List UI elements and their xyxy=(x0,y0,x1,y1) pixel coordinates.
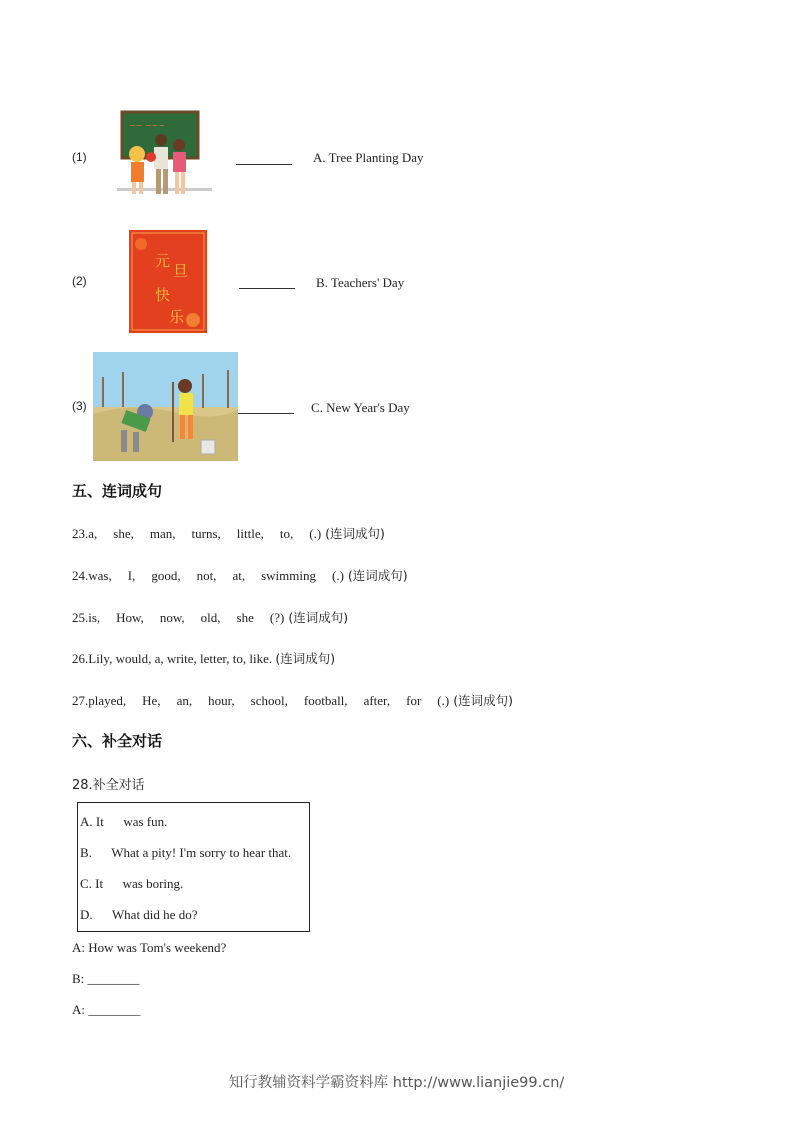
option-letter: C. xyxy=(80,876,92,891)
q27-word: (.) xyxy=(437,693,450,708)
question-28: 28.补全对话 xyxy=(72,778,145,793)
q23-word: turns, xyxy=(191,526,221,541)
option-letter: D. xyxy=(80,907,93,922)
option-b: B. Teachers' Day xyxy=(316,275,405,290)
dialog-line-3 xyxy=(72,1002,140,1018)
card-char-3: 快 xyxy=(155,286,171,304)
q25-word: (?) xyxy=(269,610,285,625)
dialog-options-box xyxy=(77,802,310,932)
q27-label: 27.played, xyxy=(72,693,127,708)
q26-label: 26.Lily, would, a, write, letter, to, like. xyxy=(72,651,273,666)
q25-word: she xyxy=(236,610,254,625)
option-text: What a pity! I'm sorry to hear that. xyxy=(111,845,292,860)
option-text: What did he do? xyxy=(111,907,198,922)
answer-blank-1[interactable] xyxy=(236,152,292,165)
card-char-2: 旦 xyxy=(173,262,189,280)
option-text: It was boring. xyxy=(95,876,184,891)
question-25 xyxy=(72,608,348,626)
q25-word: now, xyxy=(159,610,185,625)
question-23 xyxy=(72,524,385,542)
q24-word: at, xyxy=(232,568,246,583)
q23-word: she, xyxy=(113,526,134,541)
q23-tag: (连词成句) xyxy=(325,526,385,541)
dialog-speaker: B: xyxy=(72,971,85,986)
q24-word: good, xyxy=(151,568,181,583)
dialog-option-a xyxy=(80,814,167,830)
q24-word: not, xyxy=(196,568,217,583)
q27-word: hour, xyxy=(208,693,235,708)
q25-word: How, xyxy=(116,610,144,625)
svg-text:~~ ~~~: ~~ ~~~ xyxy=(129,121,166,130)
match-number-1: (1) xyxy=(72,150,87,164)
dialog-option-c xyxy=(80,876,183,892)
teachers-day-picture xyxy=(117,110,212,202)
q23-label: 23.a, xyxy=(72,526,98,541)
answer-blank-2[interactable] xyxy=(239,276,295,289)
q27-word: school, xyxy=(250,693,288,708)
q23-word: (.) xyxy=(309,526,322,541)
section-6-title: 六、补全对话 xyxy=(72,732,163,750)
dialog-line-2 xyxy=(72,971,140,987)
dialog-text: How was Tom's weekend? xyxy=(88,940,227,955)
dialog-blank[interactable]: ________ xyxy=(87,971,140,986)
q23-word: little, xyxy=(236,526,264,541)
card-char-1: 元 xyxy=(155,252,171,270)
option-a: A. Tree Planting Day xyxy=(313,150,424,165)
q27-word: after, xyxy=(363,693,391,708)
q23-word: man, xyxy=(149,526,176,541)
match-number-2: (2) xyxy=(72,274,87,288)
option-letter: A. xyxy=(80,814,93,829)
new-year-card-picture xyxy=(129,230,207,333)
option-c: C. New Year's Day xyxy=(311,400,410,415)
q24-word: I, xyxy=(127,568,136,583)
option-letter: B. xyxy=(80,845,92,860)
dialog-blank[interactable]: ________ xyxy=(88,1002,141,1017)
dialog-speaker: A: xyxy=(72,1002,85,1017)
q24-word: (.) xyxy=(331,568,344,583)
question-27 xyxy=(72,691,513,709)
match-number-3: (3) xyxy=(72,399,87,413)
dialog-speaker: A: xyxy=(72,940,85,955)
q27-word: an, xyxy=(176,693,193,708)
page-footer: 知行教辅资料学霸资料库 http://www.lianjie99.cn/ xyxy=(228,1075,565,1091)
dialog-line-1 xyxy=(72,940,226,956)
tree-planting-picture xyxy=(93,352,238,461)
q24-word: swimming xyxy=(261,568,316,583)
q27-word: for xyxy=(406,693,422,708)
dialog-option-d xyxy=(80,907,197,923)
dialog-option-b xyxy=(80,845,291,861)
q25-tag: (连词成句) xyxy=(288,610,349,625)
answer-blank-3[interactable] xyxy=(238,401,294,414)
q23-word: to, xyxy=(279,526,294,541)
q27-word: football, xyxy=(303,693,348,708)
question-26 xyxy=(72,649,335,667)
q27-tag: (连词成句) xyxy=(453,693,513,708)
q26-tag: (连词成句) xyxy=(275,651,336,666)
option-text: It was fun. xyxy=(95,814,168,829)
q25-label: 25.is, xyxy=(72,610,101,625)
question-24 xyxy=(72,566,408,584)
q25-word: old, xyxy=(200,610,221,625)
q24-tag: (连词成句) xyxy=(347,568,408,583)
card-char-4: 乐 xyxy=(169,308,185,326)
q24-label: 24.was, xyxy=(72,568,112,583)
q27-word: He, xyxy=(142,693,161,708)
section-5-title: 五、连词成句 xyxy=(72,482,163,500)
